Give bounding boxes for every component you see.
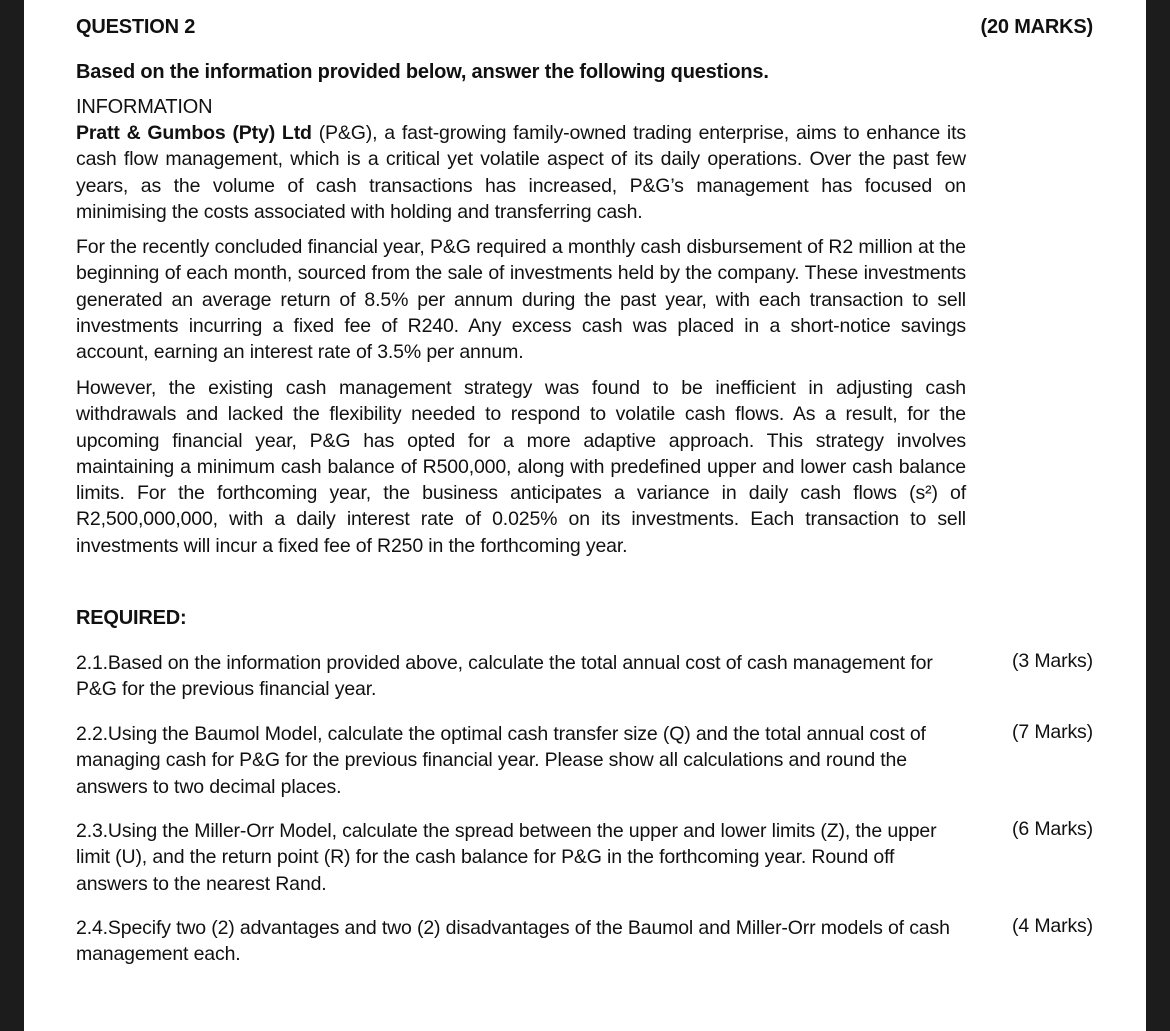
information-paragraph-2: For the recently concluded financial year, P&G required a monthly cash disbursement of R2 million at the beginning of each month, sourced from the sale of investments held by the company. These investments generated an average return of 8.5% per annum during the past year, with each transaction to sell investments incurring a fixed fee of R240. Any excess cash was placed in a short-notice savings account, earning an interest rate of 3.5% per annum. xyxy=(76,236,966,364)
question-2-1: 2.1.Based on the information provided above, calculate the total annual cost of cash management for P&G for the previous financial year. xyxy=(76,652,933,701)
marks-2-1: (3 Marks) xyxy=(1012,650,1093,672)
intro-instruction: Based on the information provided below, answer the following questions. xyxy=(76,61,769,83)
question-2-4: 2.4.Specify two (2) advantages and two (2) disadvantages of the Baumol and Miller-Orr models of cash management each. xyxy=(76,917,950,966)
total-marks: (20 MARKS) xyxy=(980,16,1093,38)
paragraph-1-text: (P&G), a fast-growing family-owned trading enterprise, aims to enhance its cash flow management, which is a critical yet volatile aspect of its daily operations. Over the past few years, as the volume of cash transactions has increased, P&G’s management has focused on minimising the costs associated with holding and transferring cash. xyxy=(76,122,966,223)
company-name: Pratt & Gumbos (Pty) Ltd xyxy=(76,122,312,144)
information-paragraph-3: However, the existing cash management strategy was found to be inefficient in adjusting cash withdrawals and lacked the flexibility needed to respond to volatile cash flows. As a result, for the upcoming financial year, P&G has opted for a more adaptive approach. This strategy involves maintaining a minimum cash balance of R500,000, along with predefined upper and lower cash balance limits. For the forthcoming year, the business anticipates a variance in daily cash flows (s²) of R2,500,000,000, with a daily interest rate of 0.025% on its investments. Each transaction to sell investments will incur a fixed fee of R250 in the forthcoming year. xyxy=(76,377,966,557)
marks-2-2: (7 Marks) xyxy=(1012,721,1093,743)
information-heading: INFORMATION xyxy=(76,96,213,118)
question-title: QUESTION 2 xyxy=(76,16,196,38)
required-heading: REQUIRED: xyxy=(76,607,187,629)
marks-2-4: (4 Marks) xyxy=(1012,915,1093,937)
question-2-2: 2.2.Using the Baumol Model, calculate the optimal cash transfer size (Q) and the total annual cost of managing cash for P&G for the previous financial year. Please show all calculations and round the answers to two decimal places. xyxy=(76,723,926,798)
document-page xyxy=(24,0,1146,1031)
question-2-3: 2.3.Using the Miller-Orr Model, calculate the spread between the upper and lower limits (Z), the upper limit (U), and the return point (R) for the cash balance for P&G in the forthcoming year. Round off answers to the nearest Rand. xyxy=(76,820,937,895)
information-paragraph-1 xyxy=(76,120,966,225)
marks-2-3: (6 Marks) xyxy=(1012,818,1093,840)
